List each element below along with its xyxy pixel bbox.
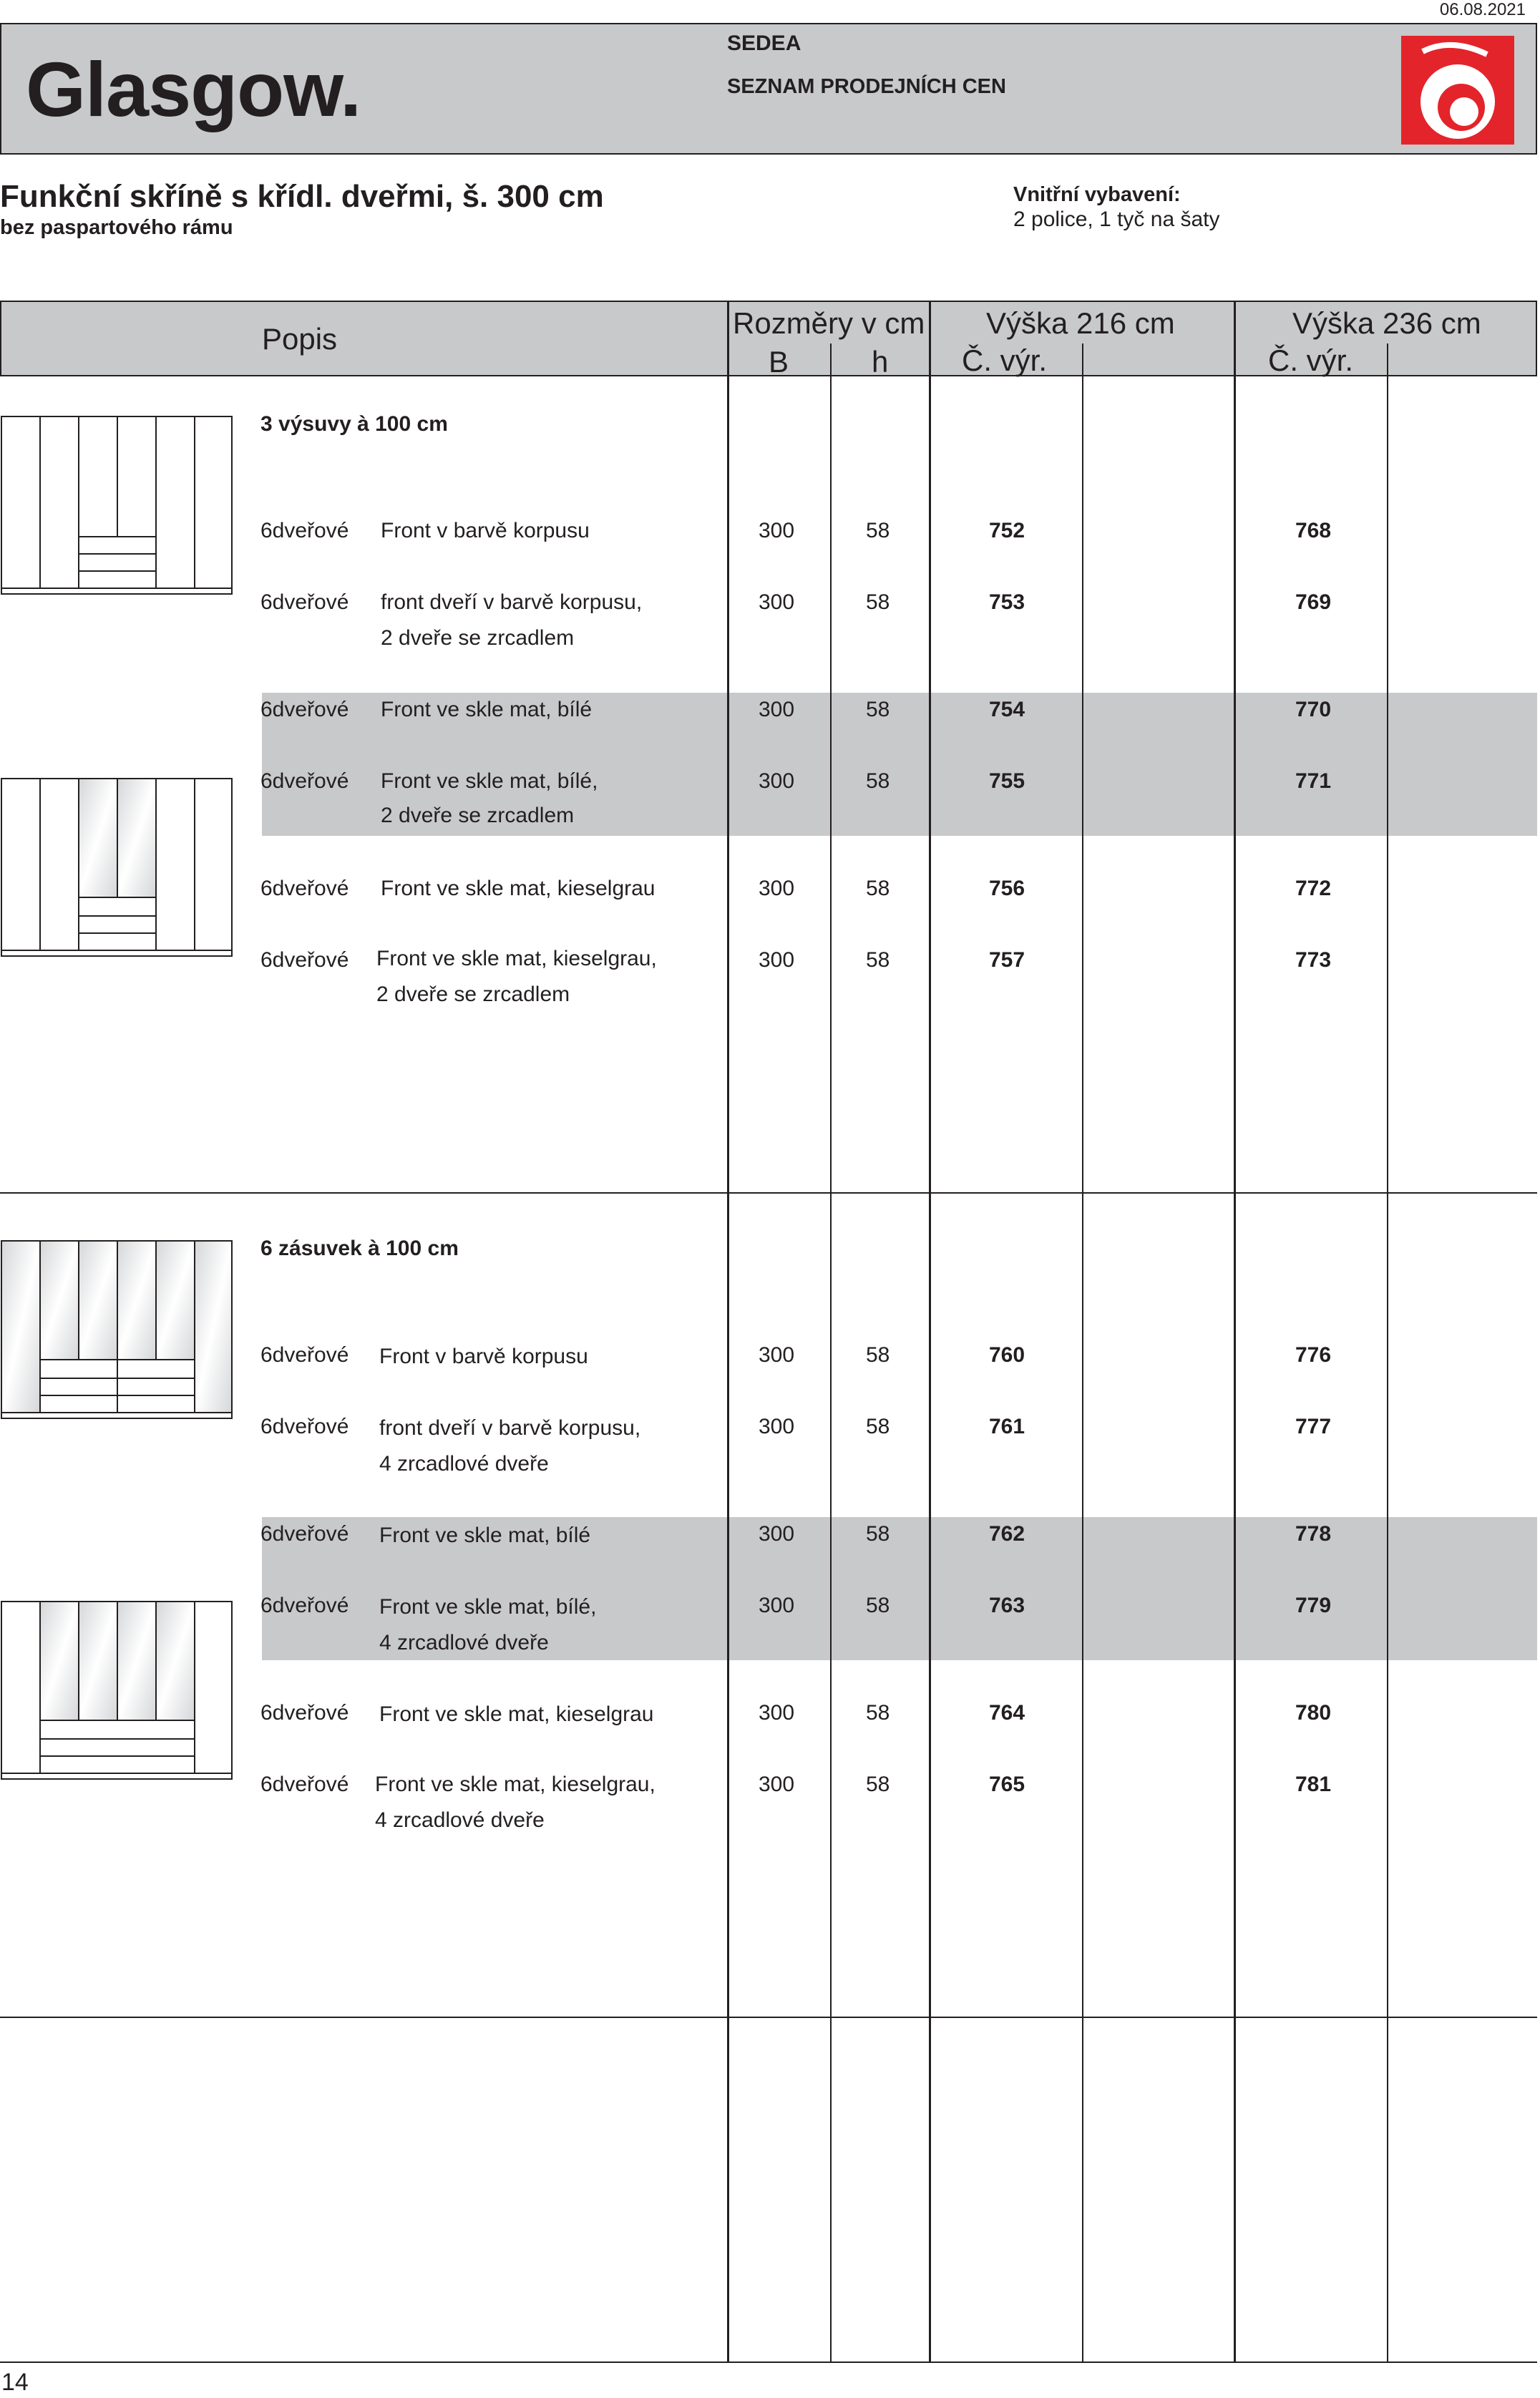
description-cell: Front ve skle mat, kieselgrau bbox=[381, 877, 656, 900]
description-cell: front dveří v barvě korpusu, bbox=[379, 1416, 641, 1440]
section-divider bbox=[0, 1192, 1537, 1194]
width-cell: 300 bbox=[759, 1701, 795, 1725]
description-cell: Front v barvě korpusu bbox=[379, 1345, 588, 1368]
section-divider bbox=[0, 2017, 1537, 2018]
description-cell-line2: 4 zrcadlové dveře bbox=[375, 1808, 545, 1832]
width-cell: 300 bbox=[759, 590, 795, 614]
item-number-216: 765 bbox=[989, 1773, 1025, 1796]
doors-cell: 6dveřové bbox=[260, 590, 349, 614]
header-cvyr-216: Č. výr. bbox=[962, 343, 1048, 377]
description-cell: Front ve skle mat, bílé, bbox=[381, 769, 598, 793]
doors-cell: 6dveřové bbox=[260, 1415, 349, 1438]
item-number-216: 762 bbox=[989, 1522, 1025, 1546]
column-divider bbox=[929, 301, 931, 2363]
section-title: 3 výsuvy à 100 cm bbox=[260, 412, 448, 436]
doors-cell: 6dveřové bbox=[260, 769, 349, 793]
wardrobe-drawing-3-drawers-solid bbox=[0, 415, 235, 598]
description-cell: Front ve skle mat, bílé bbox=[381, 698, 593, 721]
width-cell: 300 bbox=[759, 698, 795, 721]
wardrobe-drawing-6-drawers-mirror bbox=[0, 1239, 235, 1423]
depth-cell: 58 bbox=[866, 877, 890, 900]
description-cell: Front v barvě korpusu bbox=[381, 519, 590, 542]
column-divider bbox=[830, 343, 832, 2363]
column-divider bbox=[1082, 343, 1083, 2363]
description-cell: Front ve skle mat, bílé bbox=[379, 1524, 591, 1547]
doors-cell: 6dveřové bbox=[260, 1343, 349, 1367]
depth-cell: 58 bbox=[866, 1701, 890, 1725]
product-subtitle: bez paspartového rámu bbox=[0, 216, 233, 239]
depth-cell: 58 bbox=[866, 948, 890, 972]
depth-cell: 58 bbox=[866, 519, 890, 542]
depth-cell: 58 bbox=[866, 1343, 890, 1367]
item-number-216: 757 bbox=[989, 948, 1025, 972]
description-cell: Front ve skle mat, bílé, bbox=[379, 1595, 597, 1619]
depth-cell: 58 bbox=[866, 698, 890, 721]
column-divider bbox=[1234, 301, 1236, 2363]
wardrobe-drawing-3-drawers-glass bbox=[0, 777, 235, 960]
document-date: 06.08.2021 bbox=[1439, 0, 1526, 19]
interior-label: Vnitřní vybavení: bbox=[1013, 183, 1181, 206]
depth-cell: 58 bbox=[866, 1773, 890, 1796]
depth-cell: 58 bbox=[866, 1594, 890, 1617]
description-cell-line2: 2 dveře se zrcadlem bbox=[376, 983, 570, 1006]
company-name: SEDEA bbox=[727, 31, 801, 55]
width-cell: 300 bbox=[759, 1522, 795, 1546]
item-number-236: 773 bbox=[1295, 948, 1332, 972]
item-number-216: 752 bbox=[989, 519, 1025, 542]
sedea-logo-icon bbox=[1401, 36, 1514, 145]
header-b: B bbox=[769, 345, 789, 379]
width-cell: 300 bbox=[759, 1594, 795, 1617]
depth-cell: 58 bbox=[866, 769, 890, 793]
item-number-216: 763 bbox=[989, 1594, 1025, 1617]
wardrobe-drawing-6-drawers-glass bbox=[0, 1600, 235, 1783]
width-cell: 300 bbox=[759, 1415, 795, 1438]
item-number-216: 754 bbox=[989, 698, 1025, 721]
doors-cell: 6dveřové bbox=[260, 519, 349, 542]
width-cell: 300 bbox=[759, 877, 795, 900]
item-number-236: 776 bbox=[1295, 1343, 1332, 1367]
header-rozmery: Rozměry v cm bbox=[733, 306, 925, 340]
header-vyska-236: Výška 236 cm bbox=[1292, 306, 1481, 340]
doors-cell: 6dveřové bbox=[260, 1701, 349, 1725]
doors-cell: 6dveřové bbox=[260, 1594, 349, 1617]
depth-cell: 58 bbox=[866, 1522, 890, 1546]
item-number-236: 780 bbox=[1295, 1701, 1332, 1725]
item-number-216: 756 bbox=[989, 877, 1025, 900]
item-number-216: 764 bbox=[989, 1701, 1025, 1725]
table-bottom bbox=[0, 2362, 1537, 2363]
description-cell: front dveří v barvě korpusu, bbox=[381, 590, 643, 614]
width-cell: 300 bbox=[759, 769, 795, 793]
item-number-236: 769 bbox=[1295, 590, 1332, 614]
interior-value: 2 police, 1 tyč na šaty bbox=[1013, 208, 1220, 231]
description-cell-line2: 2 dveře se zrcadlem bbox=[381, 804, 575, 827]
depth-cell: 58 bbox=[866, 590, 890, 614]
description-cell-line2: 4 zrcadlové dveře bbox=[379, 1631, 549, 1654]
brand-title: Glasgow. bbox=[26, 46, 361, 132]
item-number-216: 753 bbox=[989, 590, 1025, 614]
header-popis: Popis bbox=[262, 322, 338, 356]
doors-cell: 6dveřové bbox=[260, 948, 349, 972]
product-title: Funkční skříně s křídl. dveřmi, š. 300 cm bbox=[0, 179, 604, 214]
item-number-236: 772 bbox=[1295, 877, 1332, 900]
description-cell: Front ve skle mat, kieselgrau bbox=[379, 1702, 654, 1726]
column-divider bbox=[727, 301, 729, 2363]
width-cell: 300 bbox=[759, 1773, 795, 1796]
width-cell: 300 bbox=[759, 1343, 795, 1367]
depth-cell: 58 bbox=[866, 1415, 890, 1438]
column-divider bbox=[1387, 343, 1388, 2363]
item-number-236: 768 bbox=[1295, 519, 1332, 542]
item-number-236: 779 bbox=[1295, 1594, 1332, 1617]
width-cell: 300 bbox=[759, 519, 795, 542]
header-cvyr-236: Č. výr. bbox=[1268, 343, 1354, 377]
document-type: SEZNAM PRODEJNÍCH CEN bbox=[727, 75, 1006, 98]
header-h: h bbox=[872, 345, 889, 379]
doors-cell: 6dveřové bbox=[260, 698, 349, 721]
item-number-236: 781 bbox=[1295, 1773, 1332, 1796]
description-cell-line2: 2 dveře se zrcadlem bbox=[381, 626, 575, 650]
item-number-236: 770 bbox=[1295, 698, 1332, 721]
item-number-236: 778 bbox=[1295, 1522, 1332, 1546]
item-number-236: 771 bbox=[1295, 769, 1332, 793]
item-number-216: 760 bbox=[989, 1343, 1025, 1367]
item-number-236: 777 bbox=[1295, 1415, 1332, 1438]
page-number: 14 bbox=[1, 2369, 29, 2396]
item-number-216: 761 bbox=[989, 1415, 1025, 1438]
section-title: 6 zásuvek à 100 cm bbox=[260, 1237, 459, 1260]
description-cell: Front ve skle mat, kieselgrau, bbox=[376, 947, 657, 970]
doors-cell: 6dveřové bbox=[260, 877, 349, 900]
description-cell-line2: 4 zrcadlové dveře bbox=[379, 1452, 549, 1476]
doors-cell: 6dveřové bbox=[260, 1773, 349, 1796]
doors-cell: 6dveřové bbox=[260, 1522, 349, 1546]
description-cell: Front ve skle mat, kieselgrau, bbox=[375, 1773, 656, 1796]
header-vyska-216: Výška 216 cm bbox=[986, 306, 1175, 340]
item-number-216: 755 bbox=[989, 769, 1025, 793]
width-cell: 300 bbox=[759, 948, 795, 972]
